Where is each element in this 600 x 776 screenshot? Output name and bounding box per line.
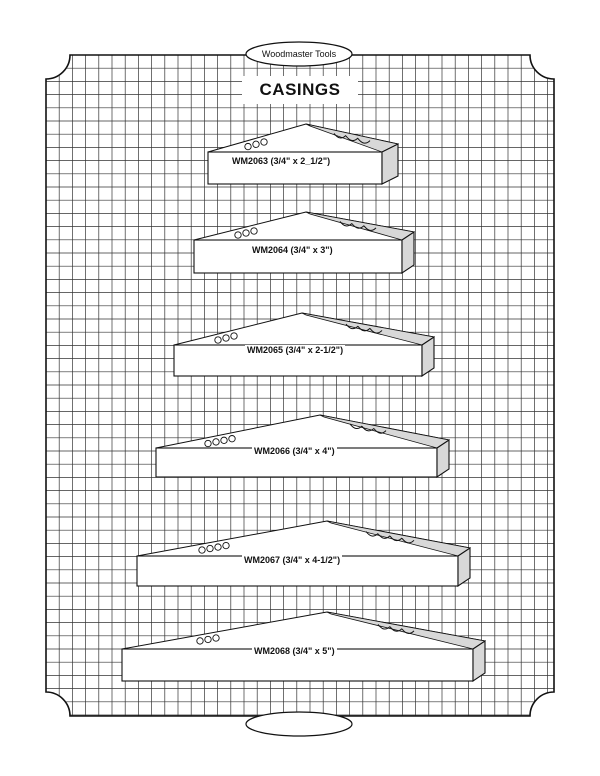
profile-end-face — [402, 232, 414, 273]
brand-name: Woodmaster Tools — [261, 49, 337, 59]
casing-label-wm2067: WM2067 (3/4" x 4-1/2") — [244, 555, 341, 565]
bead-detail — [207, 545, 213, 551]
bead-detail — [261, 139, 267, 145]
casing-profiles — [122, 76, 485, 681]
bead-detail — [253, 141, 259, 147]
casing-label-wm2066: WM2066 (3/4" x 4") — [254, 446, 335, 456]
profile-top-face — [122, 612, 485, 649]
bead-detail — [235, 232, 241, 238]
casing-profile-wm2063 — [208, 124, 398, 184]
bead-detail — [221, 437, 227, 443]
casing-label-wm2065: WM2065 (3/4" x 2-1/2") — [247, 345, 344, 355]
bead-detail — [223, 542, 229, 548]
bead-detail — [245, 143, 251, 149]
bead-detail — [229, 436, 235, 442]
casing-label-wm2064: WM2064 (3/4" x 3") — [252, 245, 333, 255]
bead-detail — [215, 544, 221, 550]
bead-detail — [205, 440, 211, 446]
casing-profile-wm2064 — [194, 212, 414, 273]
bead-detail — [215, 337, 221, 343]
bead-detail — [231, 333, 237, 339]
casing-label-wm2068: WM2068 (3/4" x 5") — [254, 646, 335, 656]
page-title: CASINGS — [250, 78, 350, 102]
footer-oval — [246, 712, 352, 736]
bead-detail — [213, 635, 219, 641]
bead-detail — [213, 439, 219, 445]
bead-detail — [251, 228, 257, 234]
bead-detail — [197, 638, 203, 644]
bead-detail — [243, 230, 249, 236]
casing-profile-wm2067 — [137, 521, 470, 586]
bead-detail — [205, 636, 211, 642]
profile-top-face — [174, 313, 434, 345]
bead-detail — [199, 547, 205, 553]
bead-detail — [223, 335, 229, 341]
casing-label-wm2063: WM2063 (3/4" x 2_1/2") — [232, 156, 331, 166]
